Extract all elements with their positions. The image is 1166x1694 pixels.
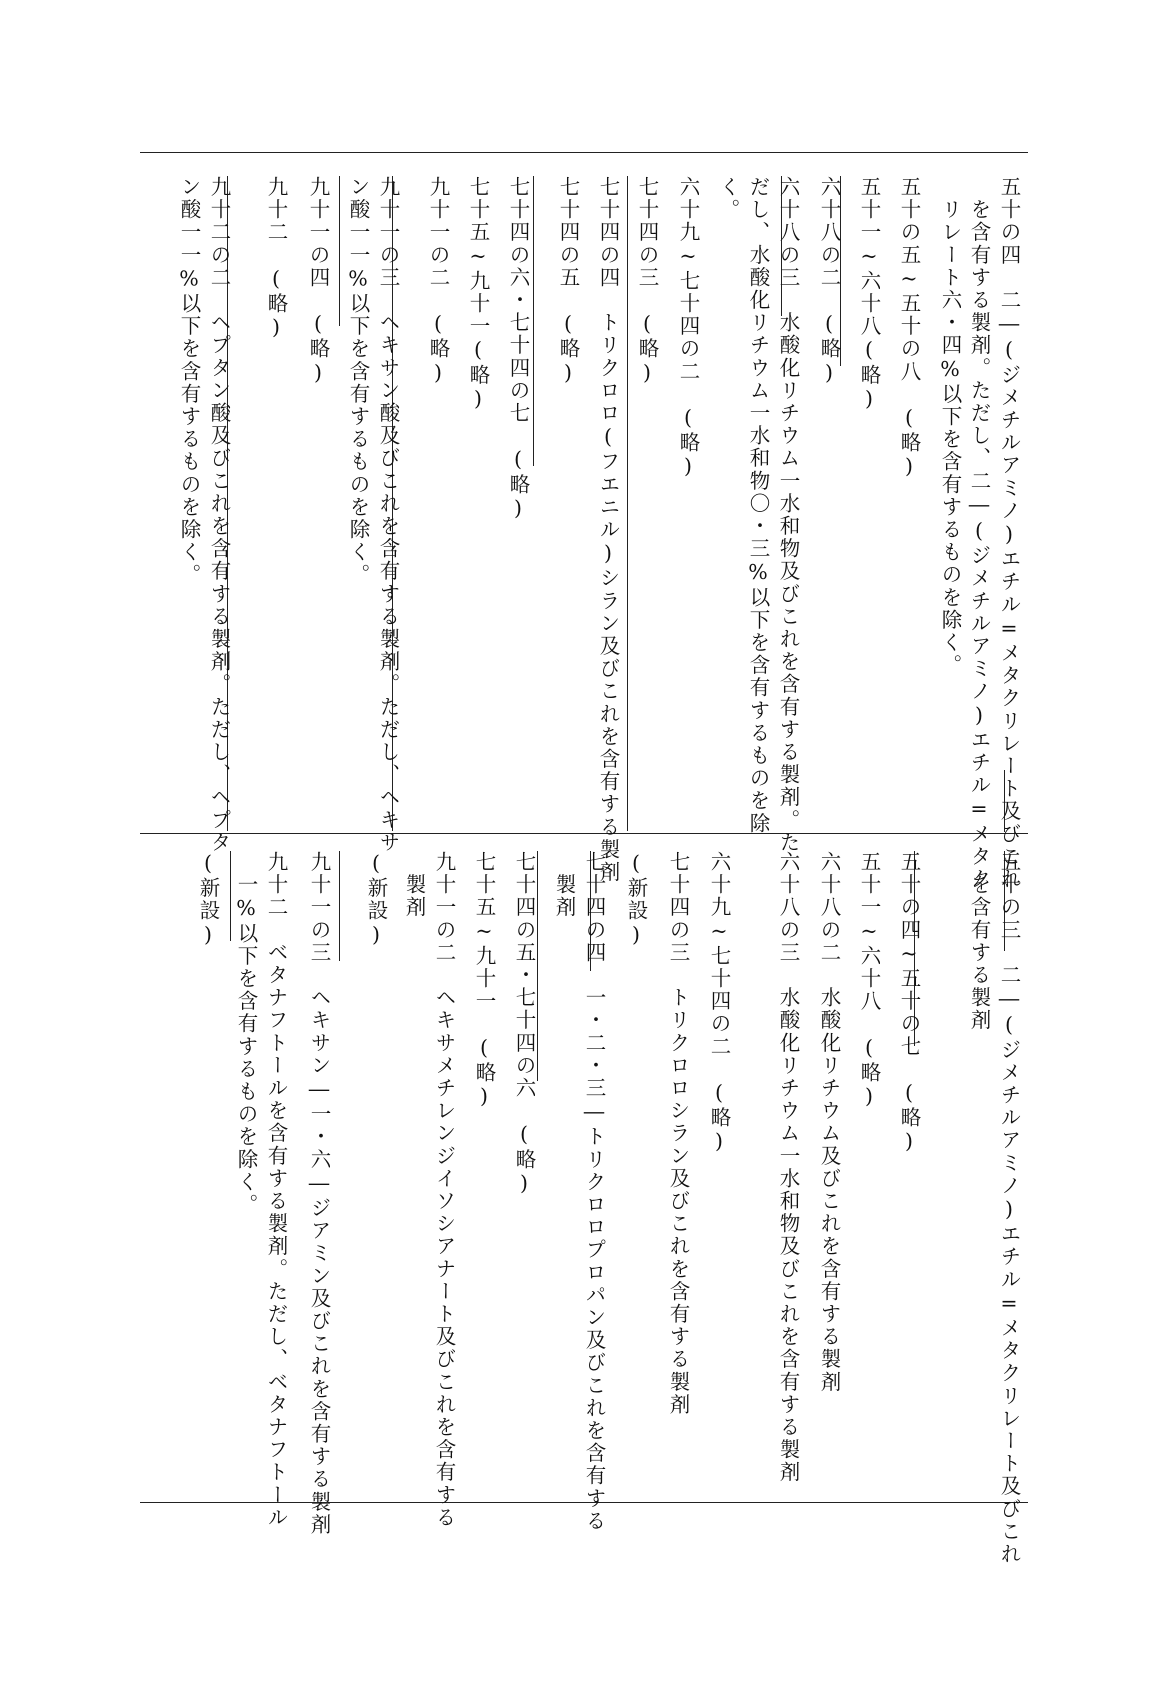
amendment-bar xyxy=(537,851,538,1081)
top-line-21: 九十二の二 ヘプタン酸及びこれを含有する製剤。ただし、ヘプタ xyxy=(207,176,231,854)
top-line-3: リレート六・四%以下を含有するものを除く。 xyxy=(938,176,962,677)
bottom-line-15: 製剤 xyxy=(402,851,426,919)
top-line-16: 九十一の二 (略) xyxy=(426,176,450,387)
bottom-line-14: 九十一の二 ヘキサメチレンジイソシアナート及びこれを含有する xyxy=(432,851,456,1529)
amendment-bar xyxy=(533,176,534,466)
top-line-7: 六十八の三 水酸化リチウム一水和物及びこれを含有する製剤。た xyxy=(776,176,800,854)
top-line-17: 九十一の三 ヘキサン酸及びこれを含有する製剤。ただし、ヘキサ xyxy=(376,176,400,854)
bottom-line-18: 九十二 ベタナフトールを含有する製剤。ただし、ベタナフトール xyxy=(264,851,288,1529)
bottom-line-16: (新設) xyxy=(364,851,388,949)
top-line-13: 七十四の五 (略) xyxy=(556,176,580,387)
bottom-line-10: 七十四の四 一・二・三―トリクロロプロパン及びこれを含有する xyxy=(582,851,606,1533)
top-line-19: 九十一の四 (略) xyxy=(306,176,330,387)
top-line-4: 五十の五~五十の八 (略) xyxy=(897,176,921,481)
top-line-5: 五十一~六十八(略) xyxy=(857,176,881,413)
top-line-18: ン酸一一%以下を含有するものを除く。 xyxy=(346,176,370,587)
middle-divider xyxy=(140,833,1028,834)
top-line-14: 七十四の六・七十四の七 (略) xyxy=(506,176,530,522)
bottom-line-4: 五十一~六十八 (略) xyxy=(857,851,881,1111)
bottom-line-3: 五十の四~五十の七 (略) xyxy=(897,851,921,1156)
top-line-2: を含有する製剤。ただし、二―(ジメチルアミノ)エチル=メタク xyxy=(967,176,991,891)
bottom-line-13: 七十五~九十一 (略) xyxy=(472,851,496,1111)
top-line-1: 五十の四 二―(ジメチルアミノ)エチル=メタクリレート及びこれ xyxy=(997,176,1021,891)
amendment-bar xyxy=(339,851,340,961)
top-line-6: 六十八の二 (略) xyxy=(817,176,841,387)
amendment-bar xyxy=(627,176,628,831)
top-line-10: 六十九~七十四の二 (略) xyxy=(676,176,700,481)
bottom-line-1: 五十の三 二―(ジメチルアミノ)エチル=メタクリレート及びこれ xyxy=(997,851,1021,1566)
bottom-line-8: 七十四の三 トリクロロシラン及びこれを含有する製剤 xyxy=(666,851,690,1416)
bottom-line-7: 六十九~七十四の二 (略) xyxy=(707,851,731,1156)
amendment-bar xyxy=(339,176,340,326)
bottom-line-6: 六十八の三 水酸化リチウム一水和物及びこれを含有する製剤 xyxy=(776,851,800,1484)
bottom-line-11: 製剤 xyxy=(552,851,576,919)
bottom-line-2: を含有する製剤 xyxy=(967,851,991,1032)
bottom-line-20: (新設) xyxy=(196,851,220,949)
bottom-line-12: 七十四の五・七十四の六 (略) xyxy=(512,851,536,1197)
bottom-line-5: 六十八の二 水酸化リチウム及びこれを含有する製剤 xyxy=(817,851,841,1394)
top-line-12: 七十四の四 トリクロロ(フエニル)シラン及びこれを含有する製剤 xyxy=(596,176,620,884)
top-line-15: 七十五~九十一(略) xyxy=(466,176,490,413)
amendment-bar xyxy=(230,851,231,941)
top-line-22: ン酸一一%以下を含有するものを除く。 xyxy=(177,176,201,587)
top-line-9: く。 xyxy=(716,176,740,222)
bottom-line-9: (新設) xyxy=(624,851,648,949)
top-line-8: だし、水酸化リチウム一水和物〇・三%以下を含有するものを除 xyxy=(746,176,770,835)
bottom-line-19: 一%以下を含有するものを除く。 xyxy=(234,851,258,1217)
top-line-20: 九十二 (略) xyxy=(264,176,288,342)
top-line-11: 七十四の三 (略) xyxy=(635,176,659,387)
top-border xyxy=(140,152,1028,153)
bottom-line-17: 九十一の三 ヘキサン―一・六―ジアミン及びこれを含有する製剤 xyxy=(307,851,331,1536)
